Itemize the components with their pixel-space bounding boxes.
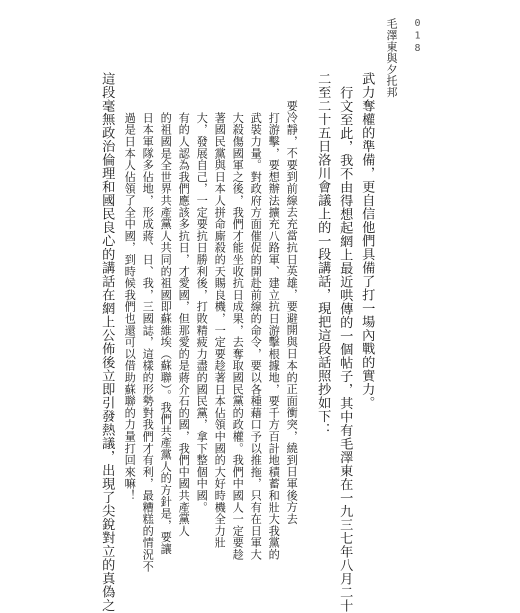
- body-column: 武力奪權的準備，更自信他們具備了打一場內戰的實力。: [359, 72, 375, 410]
- body-column: 這段毫無政治倫理和國民良心的講話在網上公佈後立即引發熱議，出現了尖銳對立的真偽之: [99, 72, 115, 612]
- quote-column: 大，發展自己，一定要抗日勝利後，打敗精疲力盡的國民黨，拿下整個中國。: [195, 112, 209, 514]
- body-column: 行文至此，我不由得想起網上最近哄傳的一個帖子，其中有毛澤東在一九三七年八月二十: [337, 86, 353, 613]
- running-header-title: 毛澤東與夕托邦: [385, 18, 398, 98]
- quote-column: 的祖國是全世界共產黨人共同的祖國即蘇維埃（蘇聯）。我們共產黨人的方針是，要讓: [159, 112, 173, 555]
- body-column: 二至二十五日洛川會議上的一段講話，現把這段話照抄如下：: [315, 72, 331, 437]
- quote-column: 著國民黨與日本人拼命廝殺的天賜良機，一定要趁著日本佔領中國的大好時機全力壯: [213, 112, 227, 549]
- quote-column: 有的人認為我們應該多抗日，才愛國，但那愛的是蔣介石的國，我們中國共產黨人: [177, 112, 191, 537]
- page-number: 018: [412, 18, 423, 56]
- quote-column: 要冷靜，不要到前線去充當抗日英雄，要避開與日本的正面衝突，繞到日軍後方去: [285, 100, 299, 525]
- quote-column: 過是日本人佔領了全中國，到時候我們也還可以借助蘇聯的力量打回來嘛！: [123, 112, 137, 502]
- quote-column: 日本軍隊多佔地，形成蔣、日、我，三國誌，這樣的形勢對我們才有利，最糟糕的情況不: [141, 112, 155, 573]
- quote-column: 大殺傷國軍之後，我們才能坐收抗日成果，去奪取國民黨的政權。我們中國人一定要趁: [231, 112, 245, 561]
- quote-column: 武裝力量。對政府方面催促的開赴前線的命令，要以各種藉口予以推拖，只有在日軍大: [249, 112, 263, 561]
- quote-column: 打游擊，要想辦法擴充八路軍、建立抗日游擊根據地，要千方百計地積蓄和壯大我黨的: [267, 112, 281, 561]
